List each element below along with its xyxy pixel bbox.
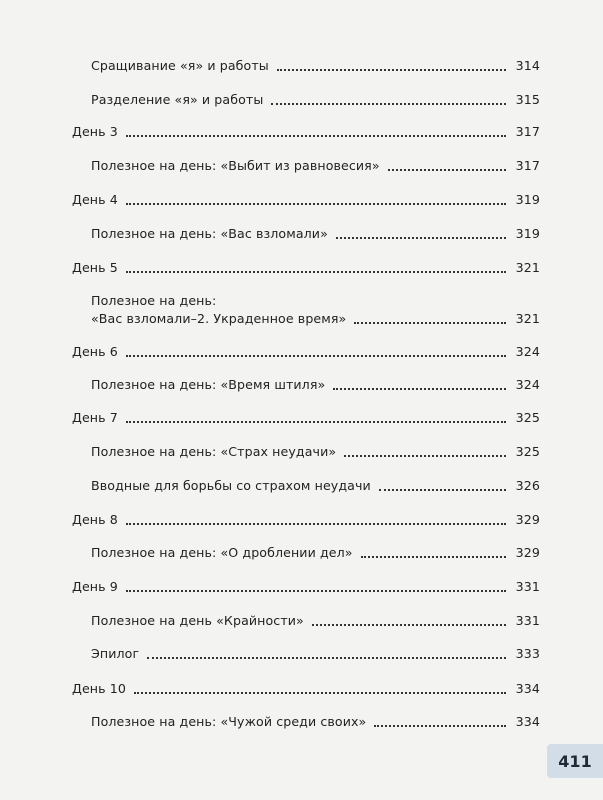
toc-entry-day: [72, 191, 540, 209]
toc-entry-title: Полезное на день: «Чужой среди своих»: [91, 714, 367, 729]
dot-leader: [126, 421, 506, 423]
toc-entry-page: 317: [515, 158, 540, 173]
dot-leader: [277, 69, 506, 71]
toc-entry-page: 333: [515, 646, 540, 661]
toc-entry-page: 326: [515, 478, 540, 493]
toc-entry-page: 329: [515, 512, 540, 527]
toc-entry: [91, 376, 540, 394]
dot-leader: [126, 135, 506, 137]
toc-entry-title: Полезное на день: «О дроблении дел»: [91, 545, 353, 560]
toc-entry-title: Полезное на день: «Время штиля»: [91, 377, 326, 392]
toc-entry-page: 334: [515, 714, 540, 729]
toc-entry-page: 319: [515, 192, 540, 207]
dot-leader: [379, 489, 506, 491]
toc-entry-title: День 8: [72, 512, 118, 527]
toc-entry-page: 324: [515, 344, 540, 359]
dot-leader: [147, 657, 506, 659]
toc-entry-day: [72, 680, 540, 698]
dot-leader: [271, 103, 506, 105]
toc-entry: [91, 91, 540, 109]
toc-entry-title: Эпилог: [91, 646, 140, 661]
toc-entry-title: День 9: [72, 579, 118, 594]
toc-entry-page: 319: [515, 226, 540, 241]
toc-entry: [91, 443, 540, 461]
toc-entry-day: [72, 578, 540, 596]
toc-entry-page: 331: [515, 613, 540, 628]
dot-leader: [126, 355, 506, 357]
toc-entry-title-line2: «Вас взломали–2. Украденное время»: [91, 311, 347, 326]
dot-leader: [361, 556, 506, 558]
toc-entry-title: День 7: [72, 410, 118, 425]
toc-entry-title: День 4: [72, 192, 118, 207]
page-number-badge: [547, 744, 603, 778]
toc-entry-title-line1: Полезное на день:: [91, 293, 217, 308]
dot-leader: [374, 725, 506, 727]
toc-entry-day: [72, 259, 540, 277]
toc-entry: [91, 225, 540, 243]
toc-entry-page: 334: [515, 681, 540, 696]
toc-entry-title: День 6: [72, 344, 118, 359]
toc-entry-page: 325: [515, 444, 540, 459]
toc-entry: [91, 612, 540, 630]
toc-entry: [91, 544, 540, 562]
dot-leader: [126, 203, 506, 205]
toc-entry-title: Вводные для борьбы со страхом неудачи: [91, 478, 371, 493]
toc-entry-title: Полезное на день: «Вас взломали»: [91, 226, 328, 241]
toc-entry-page: 321: [515, 311, 540, 326]
toc-entry-title: Разделение «я» и работы: [91, 92, 264, 107]
toc-entry: [91, 57, 540, 75]
dot-leader: [388, 169, 506, 171]
toc-entry-page: 329: [515, 545, 540, 560]
toc-entry-title: Полезное на день: «Выбит из равновесия»: [91, 158, 380, 173]
dot-leader: [126, 590, 506, 592]
toc-entry: [91, 477, 540, 495]
toc-entry-title: [91, 292, 346, 328]
toc-entry-page: 317: [515, 124, 540, 139]
toc-entry-day: [72, 343, 540, 361]
toc-entry-page: 315: [515, 92, 540, 107]
dot-leader: [333, 388, 506, 390]
toc-entry-title: День 3: [72, 124, 118, 139]
toc-entry: [91, 713, 540, 731]
toc-entry-title: Сращивание «я» и работы: [91, 58, 269, 73]
toc-entry-page: 314: [515, 58, 540, 73]
dot-leader: [126, 523, 506, 525]
dot-leader: [344, 455, 506, 457]
toc-entry-page: 331: [515, 579, 540, 594]
dot-leader: [336, 237, 506, 239]
toc-entry: [91, 157, 540, 175]
dot-leader: [134, 692, 506, 694]
toc-entry-day: [72, 511, 540, 529]
toc-entry-page: 324: [515, 377, 540, 392]
toc-entry-day: [72, 409, 540, 427]
toc-entry-title: День 5: [72, 260, 118, 275]
toc-entry: [91, 292, 540, 328]
toc-entry-page: 325: [515, 410, 540, 425]
toc-entry-title: Полезное на день «Крайности»: [91, 613, 304, 628]
toc-entry-day: [72, 123, 540, 141]
toc-entry: [91, 645, 540, 663]
dot-leader: [354, 322, 506, 324]
dot-leader: [126, 271, 506, 273]
toc-entry-page: 321: [515, 260, 540, 275]
dot-leader: [312, 624, 506, 626]
toc-entry-title: Полезное на день: «Страх неудачи»: [91, 444, 337, 459]
page-number: 411: [558, 751, 592, 771]
toc-entry-title: День 10: [72, 681, 126, 696]
